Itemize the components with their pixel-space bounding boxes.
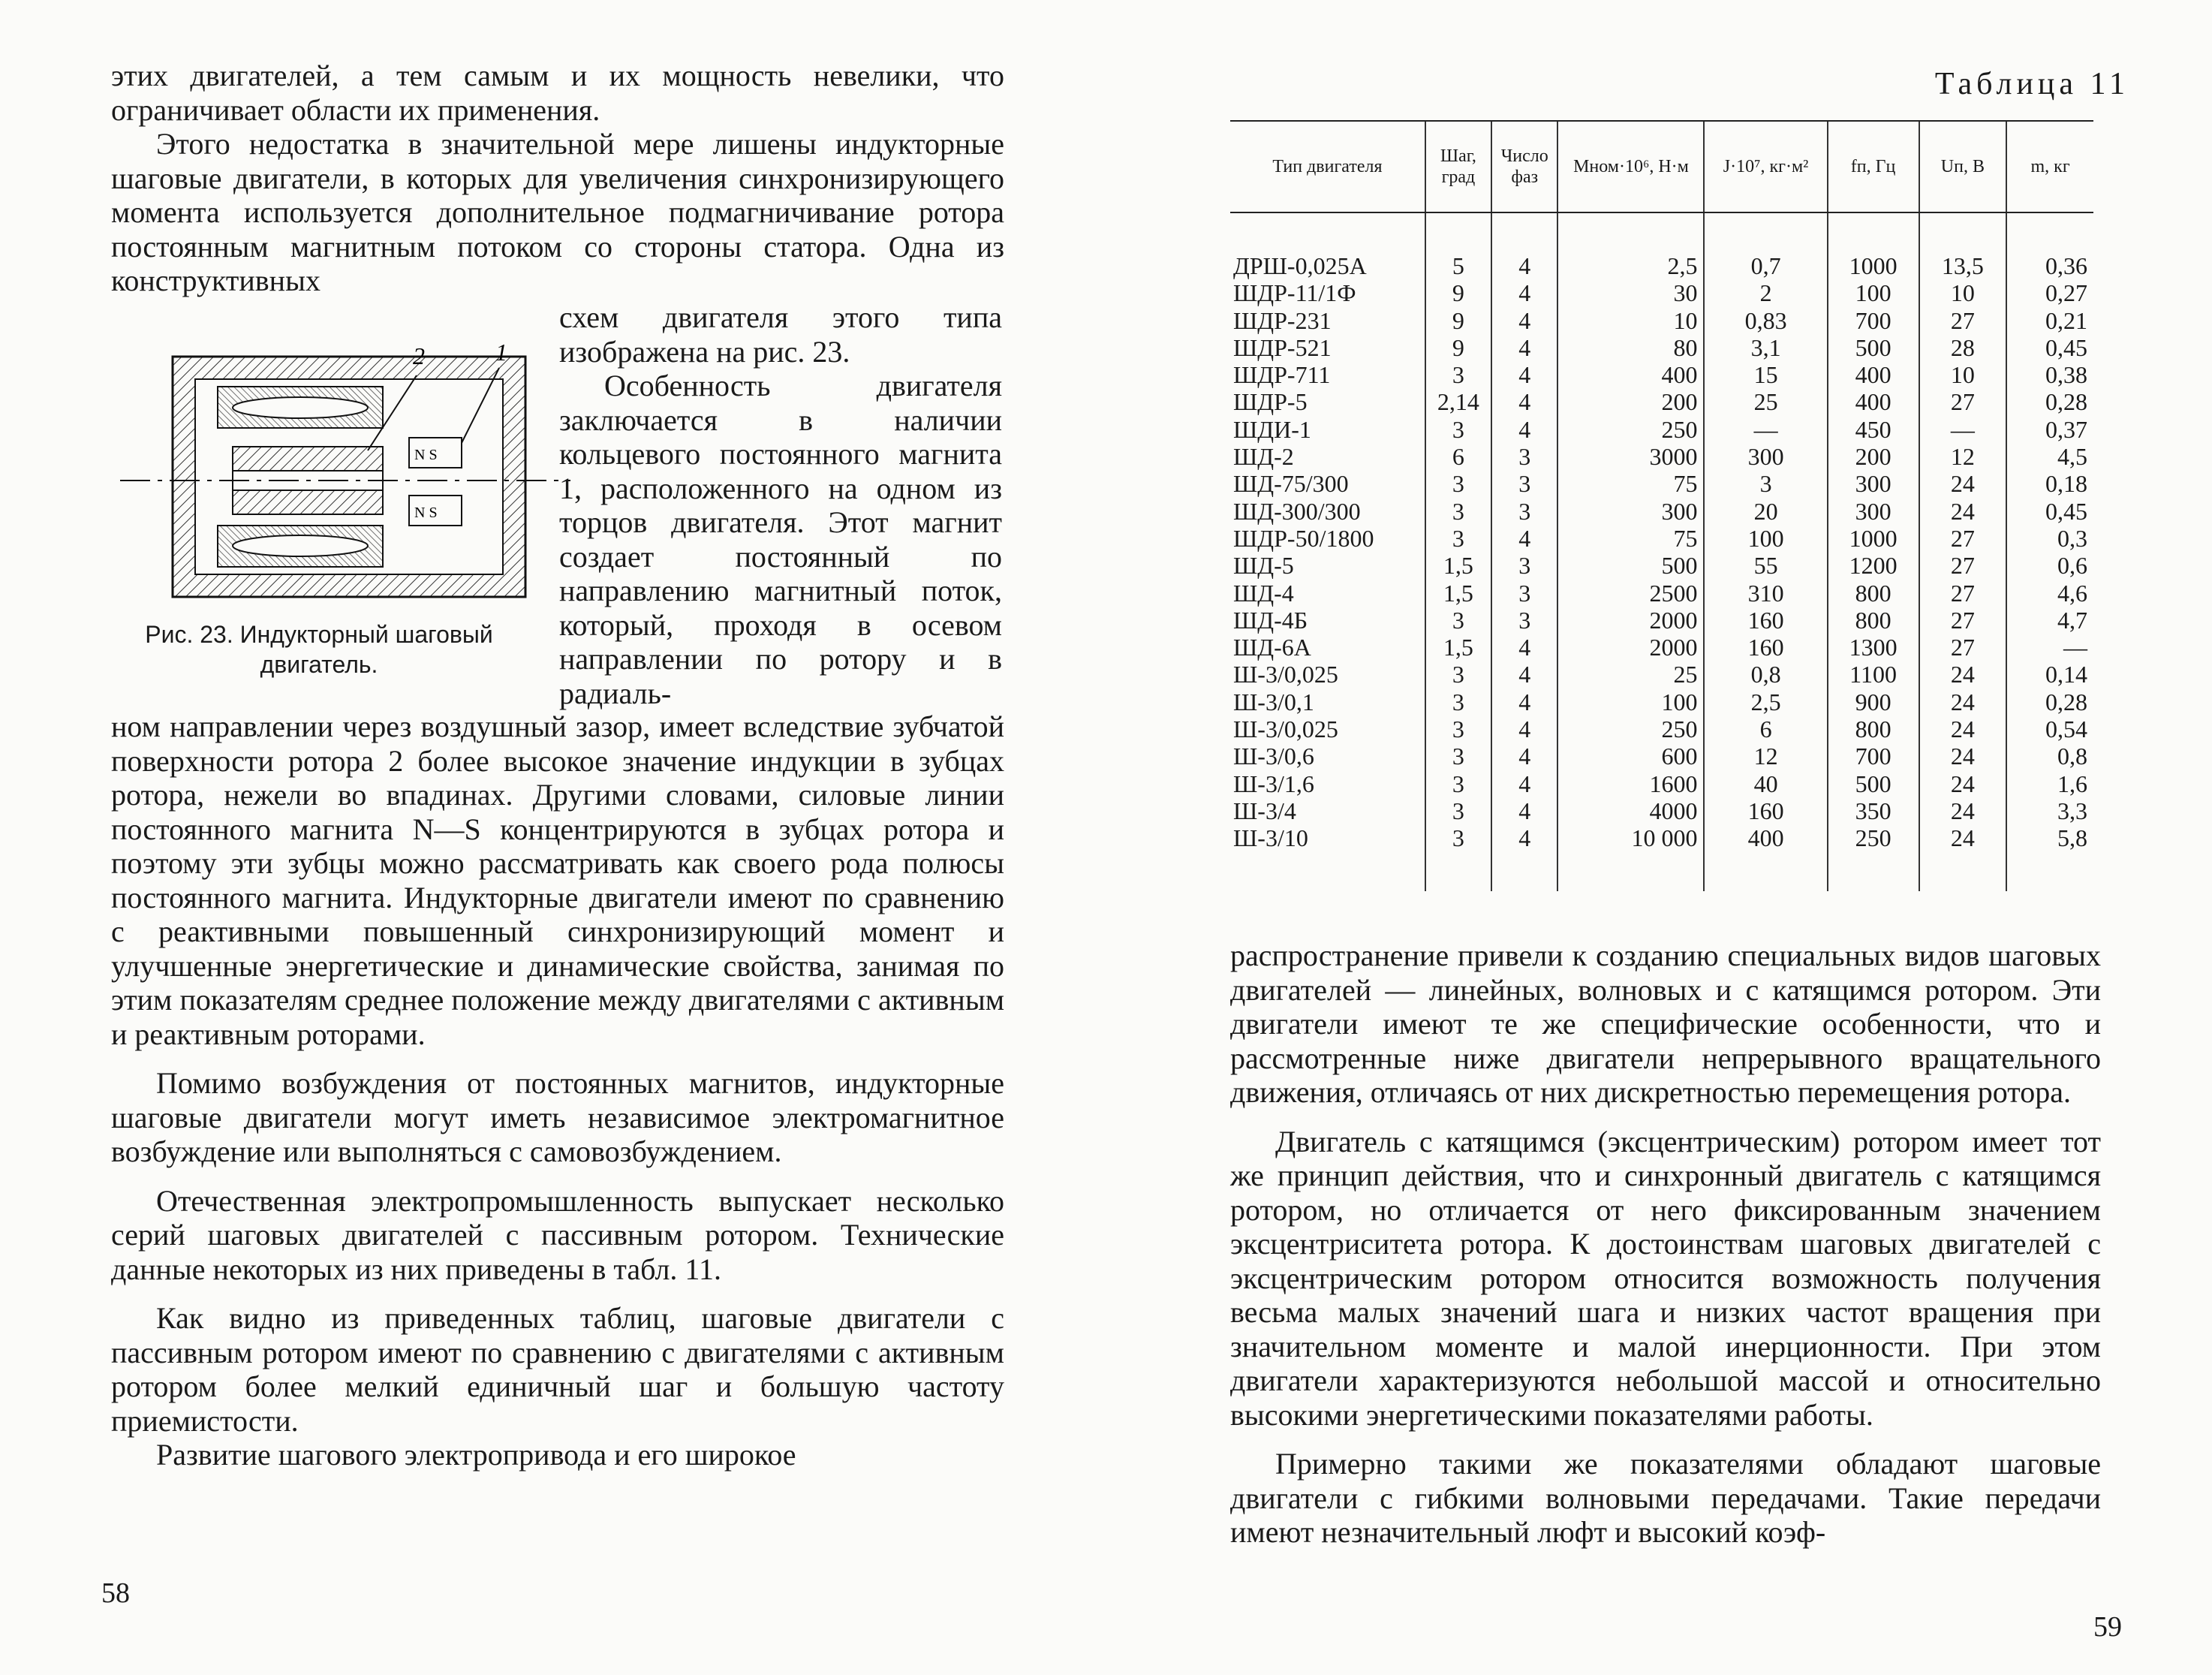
magnet-label: N S xyxy=(414,447,438,463)
table-cell: 13,5 xyxy=(1919,212,2007,279)
table-cell: 27 xyxy=(1919,525,2007,552)
motor-type-cell: Ш-3/0,025 xyxy=(1233,661,1338,688)
table-cell: 700 xyxy=(1828,307,1919,334)
table-cell: 20 xyxy=(1704,498,1827,525)
table-cell: 3,1 xyxy=(1704,334,1827,361)
table-cell: 5,8 xyxy=(2006,824,2093,890)
table-cell: 10 000 xyxy=(1557,824,1704,890)
table-cell: 1,5 xyxy=(1425,552,1491,579)
table-cell: 27 xyxy=(1919,552,2007,579)
table-row xyxy=(1230,416,2093,443)
table-row xyxy=(1230,661,2093,688)
table-cell: 4,5 xyxy=(2006,443,2093,470)
motor-type-cell: Ш-3/0,1 xyxy=(1233,688,1314,715)
motor-type-cell: ШДР-50/1800 xyxy=(1233,524,1374,552)
motor-data-table xyxy=(1230,120,2093,891)
table-header-row xyxy=(1230,121,2093,212)
table-cell: 300 xyxy=(1557,498,1704,525)
table-cell: 600 xyxy=(1557,743,1704,770)
table-cell: 3 xyxy=(1425,797,1491,824)
table-cell: 27 xyxy=(1919,634,2007,661)
table-cell: 0,28 xyxy=(2006,388,2093,415)
table-cell: 24 xyxy=(1919,770,2007,797)
motor-type-cell: ШД-75/300 xyxy=(1233,470,1349,498)
table-row xyxy=(1230,470,2093,497)
table-cell: 4 xyxy=(1491,416,1557,443)
table-cell: 300 xyxy=(1828,470,1919,497)
table-cell: 24 xyxy=(1919,797,2007,824)
motor-type-cell: ШД-6А xyxy=(1233,634,1311,661)
right-text xyxy=(1230,938,2101,1550)
table-cell: 400 xyxy=(1828,388,1919,415)
table-cell: 450 xyxy=(1828,416,1919,443)
table-cell: 12 xyxy=(1919,443,2007,470)
table-cell: 3 xyxy=(1425,770,1491,797)
motor-type-cell: ШДР-11/1Ф xyxy=(1233,279,1356,307)
table-cell: 75 xyxy=(1557,470,1704,497)
table-cell: 3 xyxy=(1425,715,1491,743)
table-cell: — xyxy=(2006,634,2093,661)
table-row xyxy=(1230,279,2093,306)
paragraph: Отечественная электропромышленность выпускает несколько серий шаговых двигателей с пассивным ротором. Технические данные некоторых из них приведены в табл. 11. xyxy=(111,1183,1004,1286)
table-row xyxy=(1230,498,2093,525)
table-cell: 0,36 xyxy=(2006,212,2093,279)
table-cell: 5 xyxy=(1425,212,1491,279)
table-cell: 3 xyxy=(1425,661,1491,688)
table-cell: 4 xyxy=(1491,797,1557,824)
table-cell: 24 xyxy=(1919,824,2007,890)
table-cell: 0,37 xyxy=(2006,416,2093,443)
paragraph: Как видно из приведенных таблиц, шаговые двигатели с пассивным ротором имеют по сравнению с двигателями с активным ротором более мелкий единичный шаг и большую частоту приемистости. xyxy=(111,1301,1004,1438)
table-cell: 1600 xyxy=(1557,770,1704,797)
table-cell: 4 xyxy=(1491,307,1557,334)
table-cell: 3 xyxy=(1425,525,1491,552)
table-cell: 3,3 xyxy=(2006,797,2093,824)
paragraph: Примерно такими же показателями обладают шаговые двигатели с гибкими волновыми передачами. Такие передачи имеют незначительный люфт и высокий коэф- xyxy=(1230,1447,2101,1549)
table-row xyxy=(1230,770,2093,797)
table-cell: 400 xyxy=(1828,361,1919,388)
table-cell: 0,21 xyxy=(2006,307,2093,334)
motor-type-cell: Ш-3/0,6 xyxy=(1233,743,1314,770)
table-cell: 9 xyxy=(1425,279,1491,306)
motor-type-cell: ШД-300/300 xyxy=(1233,497,1361,525)
table-cell: 30 xyxy=(1557,279,1704,306)
paragraph: Особенность двигателя заключается в наличии кольцевого постоянного магнита 1, расположенного на одном из торцов двигателя. Этот магнит создает постоянный по направлению магнитный поток, который, проходя в осевом направлении по ротору и в радиаль- xyxy=(559,369,1002,710)
table-cell: 0,38 xyxy=(2006,361,2093,388)
table-row xyxy=(1230,797,2093,824)
table-cell: 6 xyxy=(1704,715,1827,743)
column-header: J·10⁷, кг·м² xyxy=(1704,121,1827,212)
table-cell: 160 xyxy=(1704,634,1827,661)
table-row xyxy=(1230,743,2093,770)
table-cell: 9 xyxy=(1425,334,1491,361)
table-cell: 24 xyxy=(1919,498,2007,525)
table-cell: 0,6 xyxy=(2006,552,2093,579)
motor-type-cell: Ш-3/1,6 xyxy=(1233,770,1314,797)
table-cell: 15 xyxy=(1704,361,1827,388)
table-cell: 24 xyxy=(1919,743,2007,770)
table-cell: 0,8 xyxy=(1704,661,1827,688)
table-cell: 250 xyxy=(1557,416,1704,443)
table-cell: 3 xyxy=(1491,552,1557,579)
table-cell: 3 xyxy=(1425,361,1491,388)
motor-type-cell: ШДР-5 xyxy=(1233,388,1308,416)
table-cell: 1,6 xyxy=(2006,770,2093,797)
table-cell: 250 xyxy=(1557,715,1704,743)
table-cell: 40 xyxy=(1704,770,1827,797)
motor-type-cell: ШД-4Б xyxy=(1233,606,1308,634)
table-cell: 4 xyxy=(1491,824,1557,890)
table-row xyxy=(1230,212,2093,279)
table-cell: 0,18 xyxy=(2006,470,2093,497)
table-cell: 4000 xyxy=(1557,797,1704,824)
table-cell: 500 xyxy=(1828,334,1919,361)
table-cell: 4 xyxy=(1491,634,1557,661)
table-cell: 12 xyxy=(1704,743,1827,770)
paragraph: Двигатель с катящимся (эксцентрическим) ротором имеет тот же принцип действия, что и синхронный двигатель с катящимся ротором, но отличается от него фиксированным значением эксцентриситета ротора. К достоинствам шаговых двигателей с эксцентрическим ротором относится возможность получения весьма малых значений шага и низких частот вращения при значительном моменте и малой инерционности. При этом двигатели характеризуются небольшой массой и относительно высокими энергетическими показателями работы. xyxy=(1230,1124,2101,1432)
figure-inductor-motor xyxy=(120,312,570,627)
table-cell: 3 xyxy=(1425,688,1491,715)
table-cell: 100 xyxy=(1557,688,1704,715)
paragraph: Этого недостатка в значительной мере лишены индукторные шаговые двигатели, в которых для увеличения синхронизирующего момента используется дополнительное подмагничивание ротора постоянным магнитным потоком со стороны статора. Одна из конструктивных xyxy=(111,127,1004,297)
motor-type-cell: ШДР-231 xyxy=(1233,306,1332,334)
table-cell: 4 xyxy=(1491,743,1557,770)
table-cell: 500 xyxy=(1828,770,1919,797)
table-cell: 160 xyxy=(1704,797,1827,824)
table-cell: 1000 xyxy=(1828,525,1919,552)
table-cell: 300 xyxy=(1704,443,1827,470)
column-header: Число фаз xyxy=(1491,121,1557,212)
table-cell: — xyxy=(1704,416,1827,443)
table-cell: — xyxy=(1919,416,2007,443)
table-cell: 0,3 xyxy=(2006,525,2093,552)
table-cell: 1100 xyxy=(1828,661,1919,688)
motor-type-cell: Ш-3/10 xyxy=(1233,824,1308,852)
table-cell: 25 xyxy=(1557,661,1704,688)
table-cell: 900 xyxy=(1828,688,1919,715)
table-cell: 0,28 xyxy=(2006,688,2093,715)
table-cell: 6 xyxy=(1425,443,1491,470)
table-cell: 0,45 xyxy=(2006,498,2093,525)
paragraph: распространение привели к созданию специальных видов шаговых двигателей — линейных, волновых и с катящимся ротором. Эти двигатели имеют те же специфические особенности, что и рассмотренные ниже двигатели непрерывного вращательного движения, отличаясь от них дискретностью перемещения ротора. xyxy=(1230,938,2101,1109)
table-cell: 4,7 xyxy=(2006,607,2093,634)
left-side-text xyxy=(559,300,1002,710)
paragraph: схем двигателя этого типа изображена на рис. 23. xyxy=(559,300,1002,369)
table-cell: 3 xyxy=(1425,416,1491,443)
table-cell: 4 xyxy=(1491,661,1557,688)
table-cell: 3 xyxy=(1425,824,1491,890)
motor-type-cell: ШД-4 xyxy=(1233,579,1294,607)
table-cell: 27 xyxy=(1919,388,2007,415)
table-cell: 100 xyxy=(1828,279,1919,306)
table-row xyxy=(1230,607,2093,634)
table-cell: 0,14 xyxy=(2006,661,2093,688)
table-cell: 2 xyxy=(1704,279,1827,306)
table-cell: 1000 xyxy=(1828,212,1919,279)
table-cell: 4 xyxy=(1491,715,1557,743)
table-cell: 300 xyxy=(1828,498,1919,525)
table-cell: 3 xyxy=(1425,743,1491,770)
motor-type-cell: ШДР-521 xyxy=(1233,333,1332,361)
table-cell: 2,5 xyxy=(1557,212,1704,279)
table-cell: 4 xyxy=(1491,770,1557,797)
table-cell: 3 xyxy=(1491,607,1557,634)
table-cell: 800 xyxy=(1828,715,1919,743)
motor-type-cell: ШД-5 xyxy=(1233,552,1294,580)
table-cell: 10 xyxy=(1919,361,2007,388)
table-cell: 4 xyxy=(1491,279,1557,306)
table-cell: 4,6 xyxy=(2006,580,2093,607)
column-header: Mном·10⁶, Н·м xyxy=(1557,121,1704,212)
table-cell: 0,7 xyxy=(1704,212,1827,279)
paragraph: этих двигателей, а тем самым и их мощность невелики, что ограничивает области их применения. xyxy=(111,59,1004,127)
table-cell: 3 xyxy=(1425,470,1491,497)
table-cell: 310 xyxy=(1704,580,1827,607)
table-cell: 10 xyxy=(1919,279,2007,306)
table-cell: 200 xyxy=(1557,388,1704,415)
table-row xyxy=(1230,552,2093,579)
table-cell: 0,8 xyxy=(2006,743,2093,770)
table-cell: 800 xyxy=(1828,607,1919,634)
table-cell: 2,14 xyxy=(1425,388,1491,415)
table-cell: 2000 xyxy=(1557,607,1704,634)
table-cell: 1,5 xyxy=(1425,580,1491,607)
motor-type-cell: ШД-2 xyxy=(1233,443,1294,471)
table-cell: 4 xyxy=(1491,688,1557,715)
paragraph: Помимо возбуждения от постоянных магнитов, индукторные шаговые двигатели могут иметь независимое электромагнитное возбуждение или выполняться с самовозбуждением. xyxy=(111,1066,1004,1168)
table-cell: 4 xyxy=(1491,212,1557,279)
table-cell: 400 xyxy=(1704,824,1827,890)
motor-type-cell: ШДИ-1 xyxy=(1233,415,1311,443)
motor-type-cell: Ш-3/4 xyxy=(1233,797,1296,824)
table-cell: 2,5 xyxy=(1704,688,1827,715)
page-number: 58 xyxy=(101,1577,130,1609)
paragraph: ном направлении через воздушный зазор, имеет вследствие зубчатой поверхности ротора 2 более высокое значение индукции в зубцах ротора, нежели во впадинах. Другими словами, силовые линии постоянного магнита N—S концентрируются в зубцах ротора и поэтому эти зубцы можно рассматривать как своего рода полюсы постоянного магнита. Индукторные двигатели имеют по сравнению с реактивными повышенный синхронизирующий момент и улучшенные энергетические и динамические свойства, занимая по этим показателям среднее положение между двигателями с активным и реактивным роторами. xyxy=(111,709,1004,1051)
table-cell: 1,5 xyxy=(1425,634,1491,661)
motor-cross-section-drawing xyxy=(120,312,570,627)
table-cell: 55 xyxy=(1704,552,1827,579)
table-cell: 4 xyxy=(1491,361,1557,388)
left-main-text xyxy=(111,709,1004,1472)
figure-caption: Рис. 23. Индукторный шаговый двигатель. xyxy=(145,621,493,678)
table-cell: 10 xyxy=(1557,307,1704,334)
label-rotor: 2 xyxy=(413,342,425,369)
table-cell: 3 xyxy=(1491,443,1557,470)
column-header: m, кг xyxy=(2006,121,2093,212)
table-cell: 250 xyxy=(1828,824,1919,890)
table-cell: 0,54 xyxy=(2006,715,2093,743)
table-cell: 3 xyxy=(1425,498,1491,525)
table-cell: 4 xyxy=(1491,334,1557,361)
table-cell: 1200 xyxy=(1828,552,1919,579)
table-cell: 4 xyxy=(1491,388,1557,415)
column-header: fп, Гц xyxy=(1828,121,1919,212)
left-top-text xyxy=(111,59,1004,298)
table-cell: 2000 xyxy=(1557,634,1704,661)
table-cell: 350 xyxy=(1828,797,1919,824)
label-magnet: 1 xyxy=(495,339,507,366)
table-row xyxy=(1230,688,2093,715)
page-number: 59 xyxy=(2093,1611,2122,1643)
table-cell: 1300 xyxy=(1828,634,1919,661)
table-cell: 28 xyxy=(1919,334,2007,361)
table-cell: 24 xyxy=(1919,470,2007,497)
table-cell: 75 xyxy=(1557,525,1704,552)
table-row xyxy=(1230,361,2093,388)
table-cell: 3 xyxy=(1704,470,1827,497)
table-cell: 3 xyxy=(1491,580,1557,607)
table-cell: 0,45 xyxy=(2006,334,2093,361)
table-cell: 24 xyxy=(1919,661,2007,688)
table-cell: 27 xyxy=(1919,580,2007,607)
table-row xyxy=(1230,824,2093,890)
table-cell: 100 xyxy=(1704,525,1827,552)
table-row xyxy=(1230,307,2093,334)
motor-type-cell: ШДР-711 xyxy=(1233,361,1331,389)
table-body xyxy=(1230,212,2093,891)
table-cell: 800 xyxy=(1828,580,1919,607)
table-row xyxy=(1230,388,2093,415)
table-cell: 3 xyxy=(1491,470,1557,497)
table-cell: 9 xyxy=(1425,307,1491,334)
table-title: Таблица 11 xyxy=(1934,67,2129,101)
column-header: Uп, В xyxy=(1919,121,2007,212)
table-cell: 27 xyxy=(1919,607,2007,634)
table-cell: 0,27 xyxy=(2006,279,2093,306)
table-row xyxy=(1230,443,2093,470)
table-cell: 200 xyxy=(1828,443,1919,470)
table-row xyxy=(1230,525,2093,552)
table-cell: 27 xyxy=(1919,307,2007,334)
table-cell: 25 xyxy=(1704,388,1827,415)
table-cell: 700 xyxy=(1828,743,1919,770)
column-header: Тип двигателя xyxy=(1230,121,1425,212)
table-cell: 0,83 xyxy=(1704,307,1827,334)
table-cell: 160 xyxy=(1704,607,1827,634)
motor-type-cell: Ш-3/0,025 xyxy=(1233,715,1338,743)
column-header: Шаг, град xyxy=(1425,121,1491,212)
table-cell: 500 xyxy=(1557,552,1704,579)
table-row xyxy=(1230,334,2093,361)
table-cell: 24 xyxy=(1919,715,2007,743)
table-row xyxy=(1230,634,2093,661)
table-row xyxy=(1230,580,2093,607)
motor-type-cell: ДРШ-0,025А xyxy=(1233,252,1367,279)
magnet-label: N S xyxy=(414,505,438,521)
table-cell: 24 xyxy=(1919,688,2007,715)
table-cell: 2500 xyxy=(1557,580,1704,607)
table-cell: 400 xyxy=(1557,361,1704,388)
right-page xyxy=(1106,0,2212,1675)
table-cell: 3 xyxy=(1425,607,1491,634)
table-cell: 80 xyxy=(1557,334,1704,361)
table-row xyxy=(1230,715,2093,743)
table-cell: 4 xyxy=(1491,525,1557,552)
paragraph: Развитие шагового электропривода и его широкое xyxy=(156,1438,796,1472)
table-cell: 3000 xyxy=(1557,443,1704,470)
table-cell: 3 xyxy=(1491,498,1557,525)
